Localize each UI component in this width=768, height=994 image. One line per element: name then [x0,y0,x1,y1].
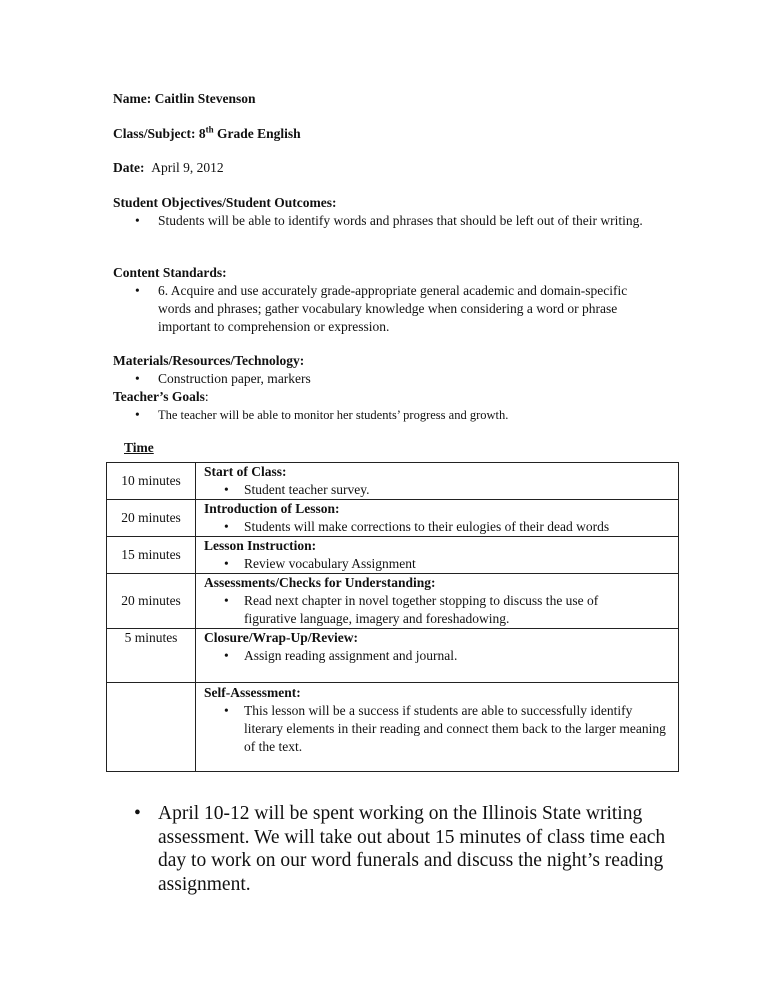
standards-list [113,282,648,336]
activity-cell [196,463,679,500]
time-cell: 20 minutes [107,574,196,629]
materials-section [113,352,673,424]
time-cell [107,683,196,772]
time-heading: Time [124,440,154,455]
activity-text: Students will make corrections to their eulogies of their dead words [244,519,610,534]
activity-item [196,555,678,573]
class-value-subject: Grade English [217,126,301,141]
table-row [107,574,679,629]
activity-cell [196,537,679,574]
activity-item [196,592,678,628]
activity-item [196,647,678,665]
activity-heading: Start of Class: [204,464,287,479]
activity-list [196,481,678,499]
name-value: Caitlin Stevenson [154,91,256,106]
bullet-icon: • [224,482,229,497]
bullet-icon: • [135,213,140,228]
bullet-icon: • [135,371,140,386]
objectives-heading: Student Objectives/Student Outcomes: [113,195,337,210]
standard-text: 6. Acquire and use accurately grade-appropriate general academic and domain-specific words and phrases; gather vocabulary knowledge when considering a word or phrase important to comprehension or expression. [158,283,628,334]
activity-item [196,518,678,536]
activity-heading: Self-Assessment: [204,685,301,700]
activity-list [196,592,678,628]
goal-item [113,406,673,424]
class-label: Class/Subject: [113,126,196,141]
material-text: Construction paper, markers [158,371,311,386]
activity-list [196,555,678,573]
date-line [113,159,224,177]
activity-list [196,518,678,536]
standard-item [113,282,648,336]
table-row [107,500,679,537]
goals-colon: : [204,389,209,404]
activity-item [196,702,678,756]
standards-section [113,264,648,336]
note-list [122,802,682,896]
bullet-icon: • [224,556,229,571]
materials-heading: Materials/Resources/Technology: [113,353,305,368]
note-text: April 10-12 will be spent working on the Illinois State writing assessment. We will take out about 15 minutes of class time each day to work on our word funerals and discuss the night’s reading assignment. [158,803,666,895]
material-item [113,370,673,388]
activity-text: Student teacher survey. [244,482,370,497]
activity-text: Review vocabulary Assignment [244,556,416,571]
goal-text: The teacher will be able to monitor her students’ progress and growth. [158,408,509,422]
activity-cell [196,574,679,629]
activity-heading: Closure/Wrap-Up/Review: [204,630,358,645]
standards-heading: Content Standards: [113,265,227,280]
date-value: April 9, 2012 [151,160,224,175]
activity-cell [196,683,679,772]
bullet-icon: • [224,519,229,534]
activity-text: Read next chapter in novel together stopping to discuss the use of figurative language, imagery and foreshadowing. [244,593,599,626]
note-item [122,802,682,896]
goals-heading-line [113,388,673,406]
table-row [107,537,679,574]
bullet-icon: • [135,283,140,298]
time-cell [107,629,196,683]
materials-list [113,370,673,388]
activity-heading: Lesson Instruction: [204,538,317,553]
activity-heading: Assessments/Checks for Understanding: [204,575,436,590]
class-subject-line [113,125,301,143]
activity-item [196,481,678,499]
time-cell: 15 minutes [107,537,196,574]
goals-heading: Teacher’s Goals [113,389,205,404]
activity-list [196,647,678,665]
activity-text: This lesson will be a success if students are able to successfully identify literary elements in their reading and connect them back to the larger meaning of the text. [244,703,666,754]
objective-item [113,212,673,230]
bullet-icon: • [224,703,229,718]
activity-text: Assign reading assignment and journal. [244,648,458,663]
time-cell: 10 minutes [107,463,196,500]
bullet-icon: • [224,593,229,608]
schedule-table [106,462,679,772]
goals-list [113,406,673,424]
name-label: Name: [113,91,152,106]
date-label: Date: [113,160,145,175]
name-line [113,90,256,108]
table-row [107,463,679,500]
table-row [107,683,679,772]
time-cell: 20 minutes [107,500,196,537]
class-value-ordinal: th [205,124,214,135]
bullet-icon: • [134,803,141,824]
activity-cell [196,500,679,537]
table-row [107,629,679,683]
activity-heading: Introduction of Lesson: [204,501,340,516]
objectives-list [113,212,673,230]
bullet-icon: • [224,648,229,663]
objective-text: Students will be able to identify words and phrases that should be left out of their writing. [158,213,643,228]
activity-cell [196,629,679,683]
bullet-icon: • [135,407,140,422]
activity-list [196,702,678,756]
time-text: 5 minutes [124,630,178,645]
class-value-grade: 8 [198,126,206,141]
objectives-section [113,194,673,230]
